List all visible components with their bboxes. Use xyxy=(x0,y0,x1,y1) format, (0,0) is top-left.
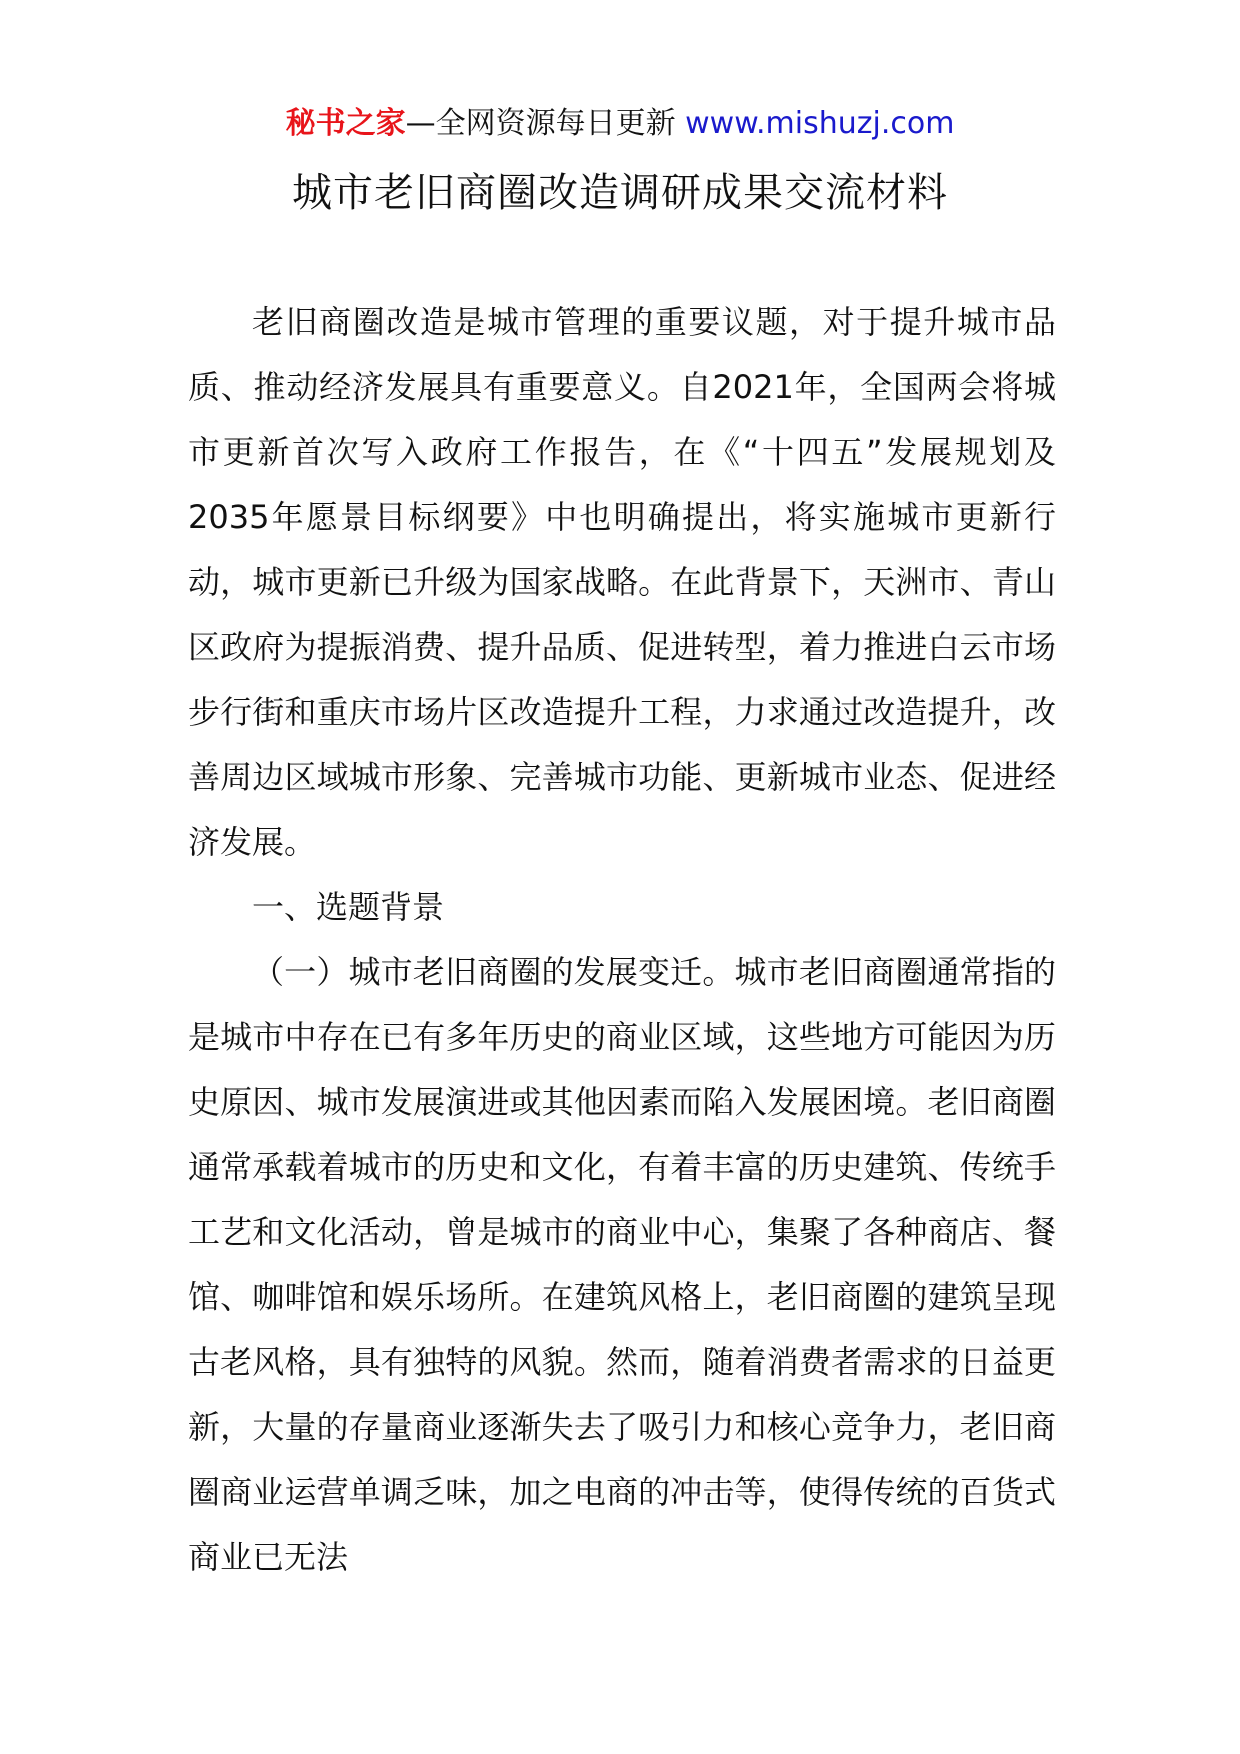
intro-paragraph: 老旧商圈改造是城市管理的重要议题，对于提升城市品质、推动经济发展具有重要意义。自2021年，全国两会将城市更新首次写入政府工作报告，在《“十四五”发展规划及2035年愿景目标纲要》中也明确提出，将实施城市更新行动，城市更新已升级为国家战略。在此背景下，天洲市、青山区政府为提振消费、提升品质、促进转型，着力推进白云市场步行街和重庆市场片区改造提升工程，力求通过改造提升，改善周边区域城市形象、完善城市功能、更新城市业态、促进经济发展。 xyxy=(188,303,1056,861)
header-tagline: —全网资源每日更新 xyxy=(405,106,676,141)
document-title: 城市老旧商圈改造调研成果交流材料 xyxy=(292,170,948,216)
brand-name: 秘书之家 xyxy=(285,106,406,141)
section-heading: 一、选题背景 xyxy=(252,888,445,926)
document-body xyxy=(188,290,1056,1590)
site-header xyxy=(0,104,1240,144)
site-url-link[interactable]: www.mishuzj.com xyxy=(685,106,955,141)
subsection-paragraph: （一）城市老旧商圈的发展变迁。城市老旧商圈通常指的是城市中存在已有多年历史的商业区域，这些地方可能因为历史原因、城市发展演进或其他因素而陷入发展困境。老旧商圈通常承载着城市的历史和文化，有着丰富的历史建筑、传统手工艺和文化活动，曾是城市的商业中心，集聚了各种商店、餐馆、咖啡馆和娱乐场所。在建筑风格上，老旧商圈的建筑呈现古老风格，具有独特的风貌。然而，随着消费者需求的日益更新，大量的存量商业逐渐失去了吸引力和核心竞争力，老旧商圈商业运营单调乏味，加之电商的冲击等，使得传统的百货式商业已无法 xyxy=(188,953,1056,1576)
